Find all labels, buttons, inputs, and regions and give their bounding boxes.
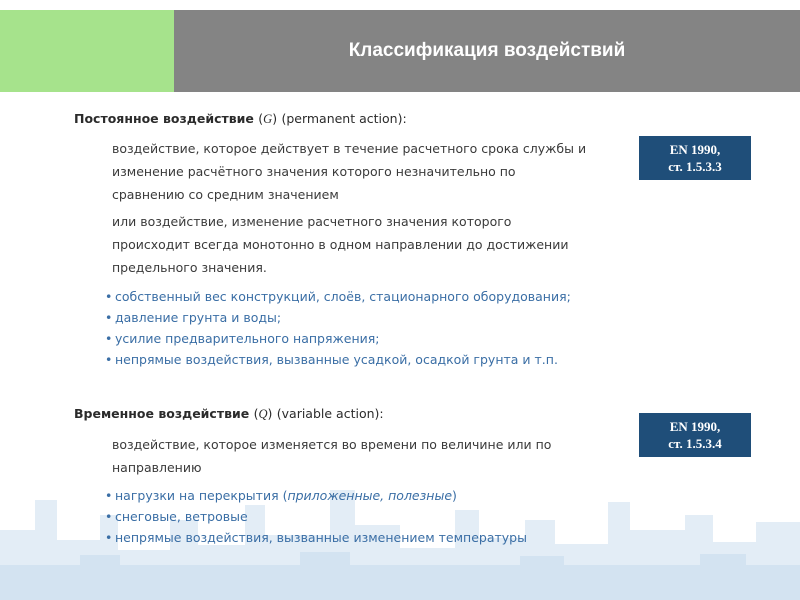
permanent-heading-suffix: (permanent action): [281, 111, 407, 126]
variable-action-heading [74, 402, 384, 426]
permanent-def2-line: или воздействие, изменение расчетного значения которого [112, 214, 512, 229]
permanent-def1-line: воздействие, которое действует в течение расчетного срока службы и [112, 141, 587, 156]
header-accent [0, 10, 174, 92]
variable-definition [112, 433, 551, 479]
standard-reference-badge-permanent [639, 136, 751, 180]
permanent-heading-text: Постоянное воздействие [74, 111, 254, 126]
variable-heading-suffix: (variable action): [276, 406, 384, 421]
permanent-symbol-paren: (G) [258, 111, 278, 126]
page-title: Классификация воздействий [348, 40, 626, 61]
list-item: • непрямые воздействия, вызванные усадкой, осадкой грунта и т.п. [105, 352, 558, 367]
list-item: • давление грунта и воды; [105, 310, 282, 325]
badge-line: ст. 1.5.3.3 [668, 159, 722, 174]
list-item: • непрямые воздействия, вызванные изменением температуры [105, 530, 527, 545]
permanent-definition-2 [112, 210, 568, 279]
permanent-def1-line: сравнению со средним значением [112, 187, 339, 202]
badge-line: ст. 1.5.3.4 [668, 436, 722, 451]
permanent-definition-1 [112, 137, 586, 206]
variable-symbol-paren: (Q) [253, 406, 273, 421]
permanent-def2-line: происходит всегда монотонно в одном направлении до достижении [112, 237, 569, 252]
permanent-def2-line: предельного значения. [112, 260, 267, 275]
standard-reference-badge-variable [639, 413, 751, 457]
list-item: • снеговые, ветровые [105, 509, 248, 524]
list-item: • нагрузки на перекрытия (приложенные, полезные) [105, 488, 457, 503]
list-item: • собственный вес конструкций, слоёв, стационарного оборудования; [105, 289, 571, 304]
variable-def-line: направлению [112, 460, 202, 475]
variable-def-line: воздействие, которое изменяется во времени по величине или по [112, 437, 552, 452]
header-bar [0, 10, 800, 92]
badge-line: EN 1990, [669, 419, 721, 434]
badge-line: EN 1990, [669, 142, 721, 157]
variable-heading-text: Временное воздействие [74, 406, 250, 421]
variable-symbol: Q [258, 407, 268, 421]
list-item: • усилие предварительного напряжения; [105, 331, 380, 346]
permanent-symbol: G [263, 112, 273, 126]
permanent-action-heading [74, 107, 407, 131]
permanent-def1-line: изменение расчётного значения которого незначительно по [112, 164, 516, 179]
